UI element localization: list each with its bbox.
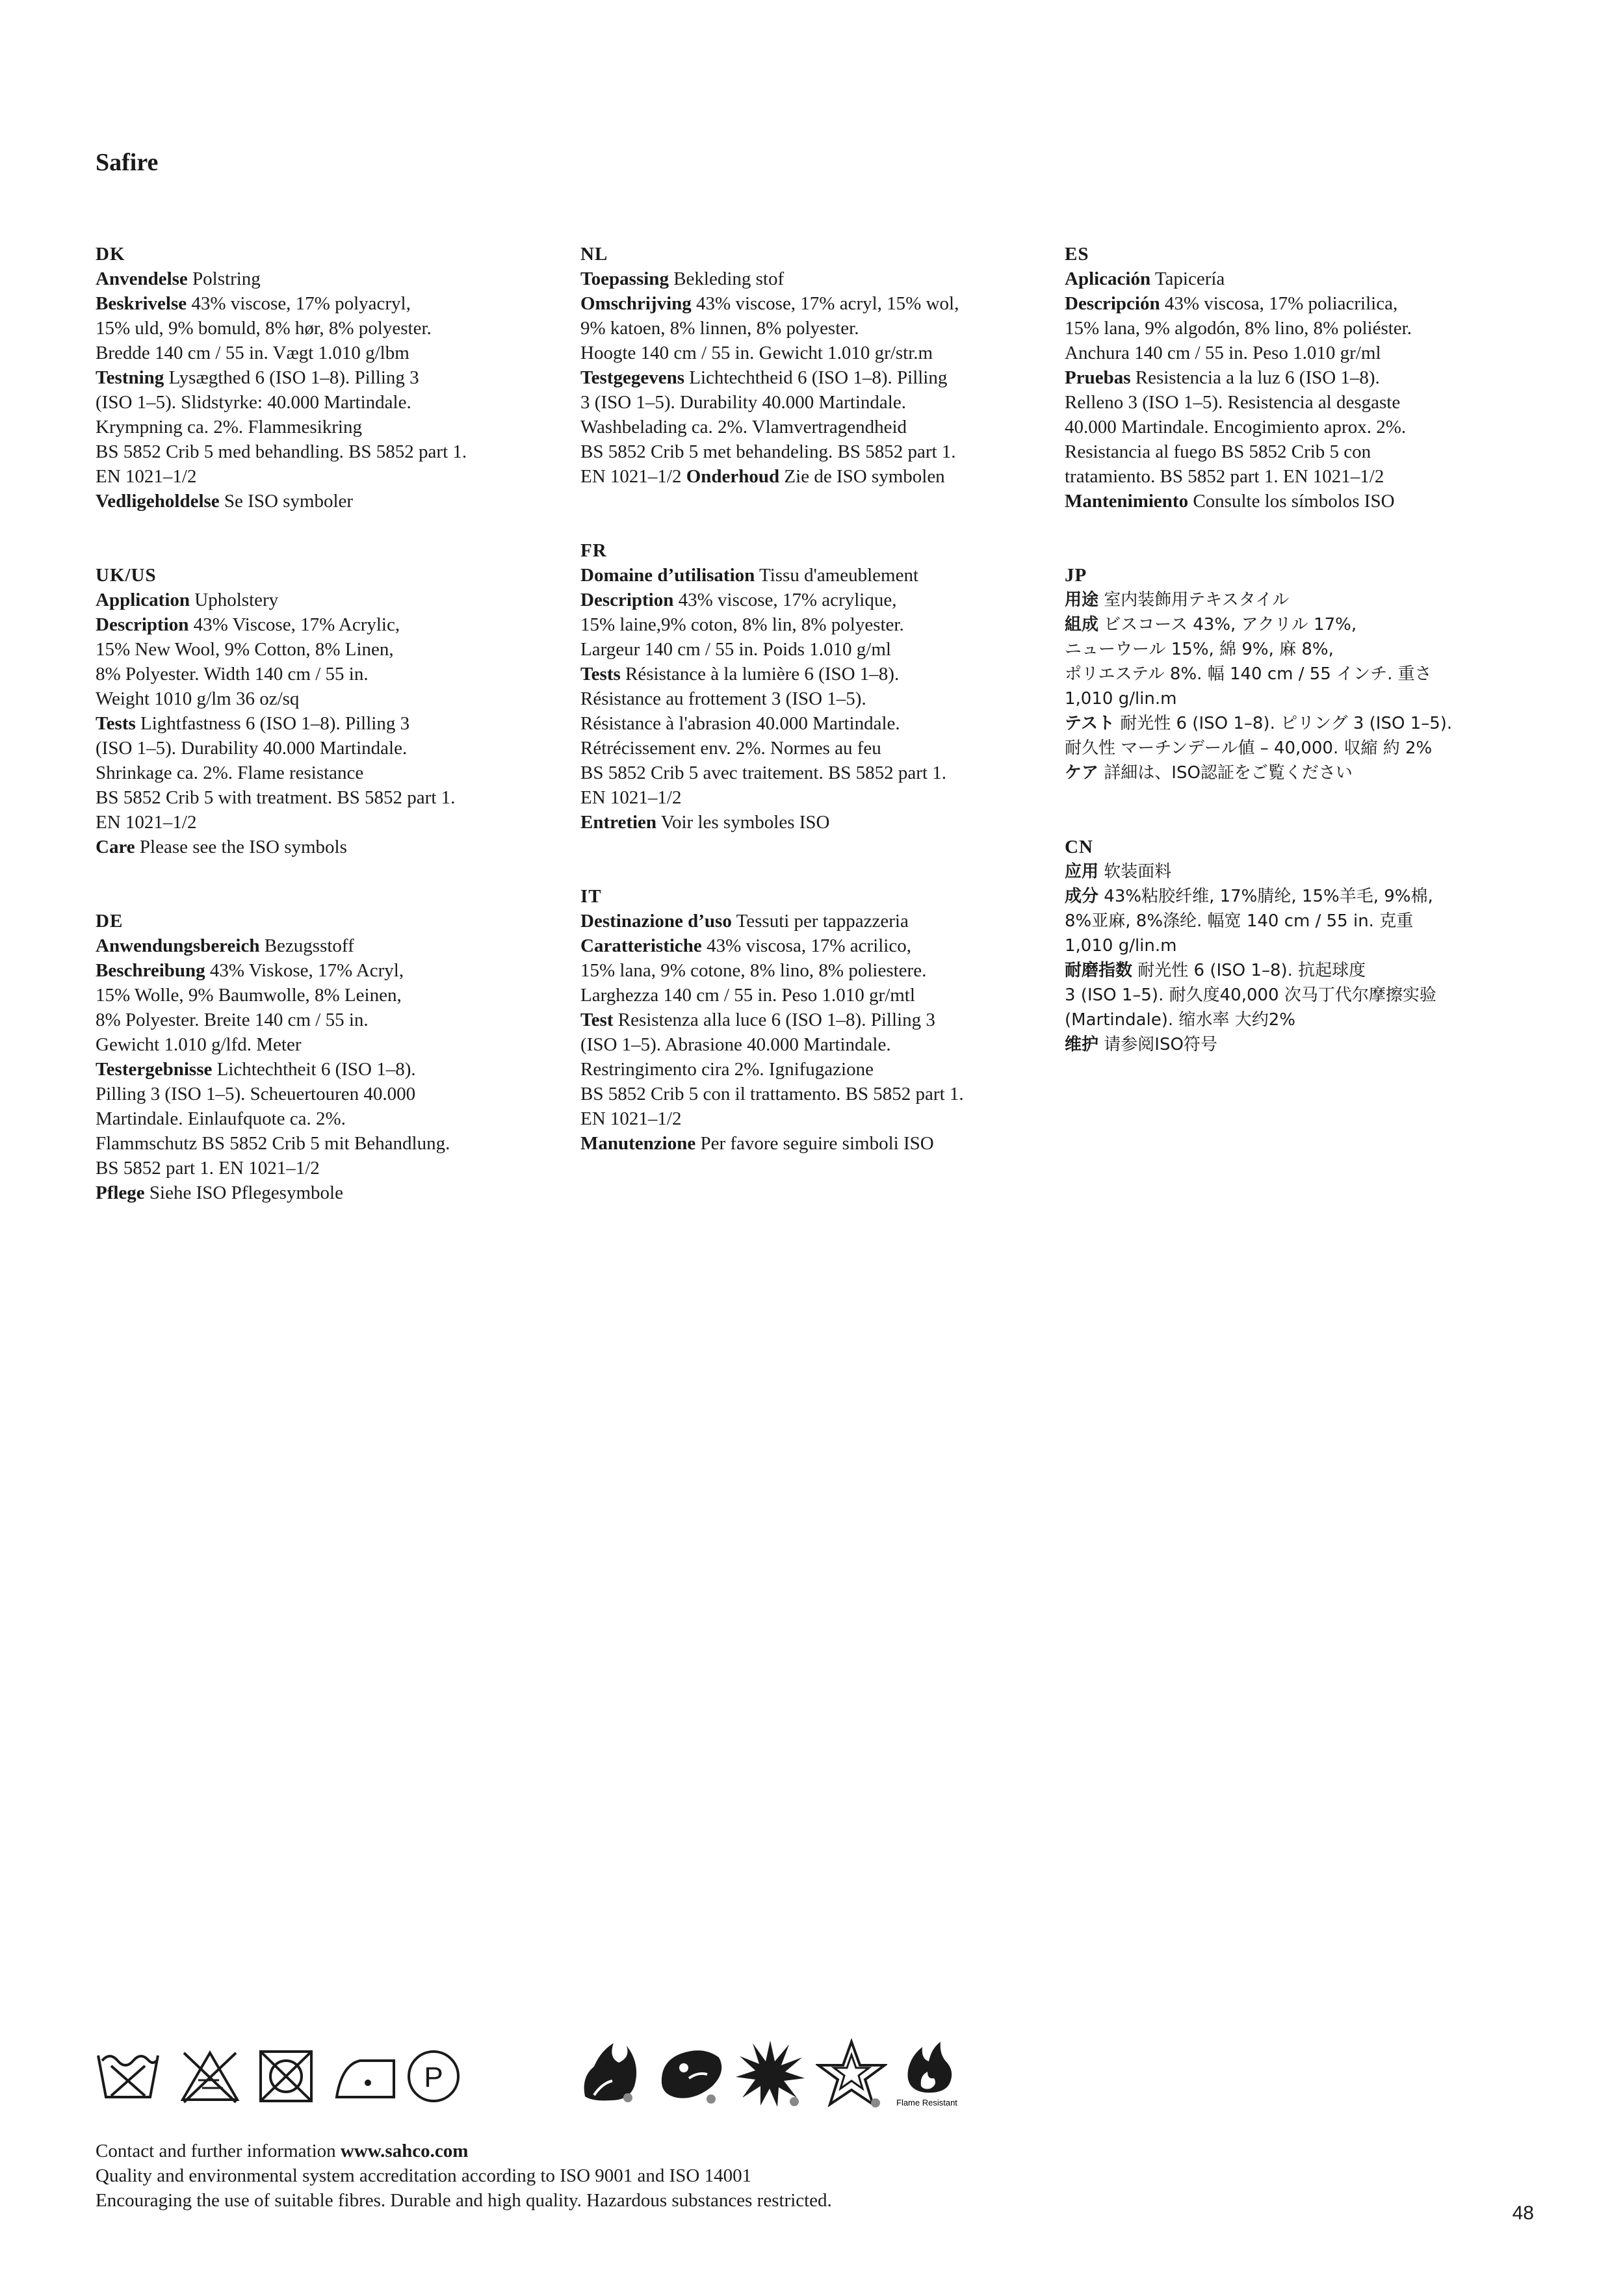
care-label: 维护: [1065, 1035, 1099, 1054]
tests-line: 3 (ISO 1–5). 耐久度40,000 次马丁代尔摩擦实验: [1065, 985, 1436, 1005]
no-bleach-icon: [179, 2046, 241, 2105]
tests-label: Testning: [96, 367, 164, 388]
tests-line: 3 (ISO 1–5). Durability 40.000 Martindale.: [580, 392, 906, 413]
tests-line: Flammschutz BS 5852 Crib 5 mit Behandlung.: [96, 1133, 450, 1154]
description-line: 15% lana, 9% algodón, 8% lino, 8% poliéster.: [1065, 318, 1412, 339]
tests-line: 耐光性 6 (ISO 1–8). 抗起球度: [1137, 961, 1366, 980]
description-line: 15% uld, 9% bomuld, 8% hør, 8% polyester.: [96, 318, 432, 339]
tests-line: Lichtechtheid 6 (ISO 1–8). Pilling: [689, 367, 948, 388]
description-label: Beskrivelse: [96, 293, 187, 314]
tests-line: BS 5852 Crib 5 met behandeling. BS 5852 part 1.: [580, 441, 956, 462]
application-value: Bekleding stof: [673, 268, 785, 289]
tests-line: Pilling 3 (ISO 1–5). Scheuertouren 40.000: [96, 1084, 416, 1104]
description-line: 9% katoen, 8% linnen, 8% polyester.: [580, 318, 859, 339]
iron-icon: [333, 2046, 398, 2105]
column-2: [580, 242, 1035, 1205]
application-value: Tissu d'ameublement: [759, 565, 919, 586]
tests-line: Rétrécissement env. 2%. Normes au feu: [580, 738, 881, 759]
care-value: Voir les symboles ISO: [660, 812, 830, 833]
description-line: 1,010 g/lin.m: [1065, 689, 1177, 709]
section-jp: [1065, 563, 1520, 785]
tests-line: Lysægthed 6 (ISO 1–8). Pilling 3: [168, 367, 419, 388]
application-label: Anwendungsbereich: [96, 935, 260, 956]
description-line: ビスコース 43%, アクリル 17%,: [1104, 615, 1357, 634]
accreditation-text: Quality and environmental system accreditation according to ISO 9001 and ISO 14001: [96, 2165, 752, 2186]
tests-label: Test: [580, 1010, 614, 1030]
care-label: Manutenzione: [580, 1133, 696, 1154]
section-code: IT: [580, 886, 602, 907]
star-flame-icon: [816, 2038, 887, 2109]
application-label: 应用: [1065, 862, 1099, 881]
dry-clean-p-icon: [404, 2046, 463, 2105]
tests-label: テスト: [1065, 714, 1115, 733]
tests-line: Résistance à l'abrasion 40.000 Martindale.: [580, 713, 900, 734]
care-label: Mantenimiento: [1065, 491, 1189, 512]
description-line: 15% lana, 9% cotone, 8% lino, 8% poliestere.: [580, 960, 927, 981]
section-code: UK/US: [96, 565, 157, 586]
column-1: [96, 242, 551, 1255]
description-line: 43% viscose, 17% acrylique,: [678, 590, 897, 610]
tests-line: Krympning ca. 2%. Flammesikring: [96, 417, 362, 437]
page-title: Safire: [96, 149, 159, 176]
application-label: Destinazione d’uso: [580, 911, 732, 932]
tests-label: Tests: [96, 713, 136, 734]
section-de: [96, 909, 551, 1205]
application-value: Tessuti per tappazzeria: [736, 911, 909, 932]
section-es: [1065, 242, 1520, 514]
section-code: DK: [96, 244, 125, 265]
match-flame-icon: [655, 2038, 727, 2109]
page-number: 48: [1512, 2202, 1534, 2224]
flame-resistant-label: Flame Resistant: [896, 2098, 957, 2107]
tests-line: (ISO 1–5). Abrasione 40.000 Martindale.: [580, 1034, 891, 1055]
care-label: Onderhoud: [686, 466, 780, 487]
section-code: ES: [1065, 244, 1089, 265]
description-label: Caratteristiche: [580, 935, 702, 956]
footer: [96, 2139, 832, 2213]
description-label: Omschrijving: [580, 293, 692, 314]
tests-line: Resistenza alla luce 6 (ISO 1–8). Pilling 3: [617, 1010, 935, 1030]
contact-link[interactable]: www.sahco.com: [340, 2141, 469, 2161]
description-line: Anchura 140 cm / 55 in. Peso 1.010 gr/ml: [1065, 343, 1381, 363]
section-nl: [580, 242, 1035, 489]
burst-flame-icon: [734, 2038, 806, 2109]
tests-line: 耐久性 マーチンデール値 – 40,000. 収縮 約 2%: [1065, 738, 1433, 758]
care-value: Zie de ISO symbolen: [784, 466, 945, 487]
care-value: 詳細は、ISO認証をご覧ください: [1104, 763, 1353, 783]
section-fr: [580, 538, 1035, 835]
application-value: 室内装飾用テキスタイル: [1104, 590, 1290, 610]
application-value: Bezugsstoff: [264, 935, 354, 956]
care-value: Please see the ISO symbols: [139, 837, 347, 857]
care-value: Siehe ISO Pflegesymbole: [149, 1182, 343, 1203]
description-line: 15% laine,9% coton, 8% lin, 8% polyester.: [580, 614, 904, 635]
care-value: Per favore seguire simboli ISO: [700, 1133, 934, 1154]
section-it: [580, 884, 1035, 1156]
description-label: 成分: [1065, 887, 1099, 906]
tests-line: EN 1021–1/2: [580, 466, 682, 487]
description-line: 15% Wolle, 9% Baumwolle, 8% Leinen,: [96, 985, 402, 1006]
care-label: Entretien: [580, 812, 657, 833]
fibres-text: Encouraging the use of suitable fibres. Durable and high quality. Hazardous substances restricted.: [96, 2190, 832, 2211]
tests-line: BS 5852 part 1. EN 1021–1/2: [96, 1158, 320, 1179]
care-label: Care: [96, 837, 135, 857]
tests-line: Lightfastness 6 (ISO 1–8). Pilling 3: [140, 713, 410, 734]
tests-line: BS 5852 Crib 5 with treatment. BS 5852 part 1.: [96, 787, 456, 808]
cigarette-flame-icon: [578, 2038, 643, 2109]
tests-label: Testergebnisse: [96, 1059, 213, 1080]
description-line: 8% Polyester. Width 140 cm / 55 in.: [96, 664, 369, 685]
application-label: Toepassing: [580, 268, 669, 289]
description-label: Descripción: [1065, 293, 1160, 314]
care-value: Consulte los símbolos ISO: [1193, 491, 1395, 512]
description-label: Description: [580, 590, 674, 610]
tests-line: EN 1021–1/2: [96, 466, 197, 487]
description-line: 8%亚麻, 8%涤纶. 幅宽 140 cm / 55 in. 克重: [1065, 911, 1414, 931]
tests-line: Resistancia al fuego BS 5852 Crib 5 con: [1065, 441, 1371, 462]
care-value: 请参阅ISO符号: [1104, 1035, 1217, 1054]
tests-line: tratamiento. BS 5852 part 1. EN 1021–1/2: [1065, 466, 1384, 487]
description-line: 15% New Wool, 9% Cotton, 8% Linen,: [96, 639, 394, 660]
description-label: 組成: [1065, 615, 1099, 634]
description-line: Weight 1010 g/lm 36 oz/sq: [96, 688, 300, 709]
description-line: Bredde 140 cm / 55 in. Vægt 1.010 g/lbm: [96, 343, 409, 363]
care-label: Pflege: [96, 1182, 145, 1203]
care-value: Se ISO symboler: [224, 491, 354, 512]
tests-line: Martindale. Einlaufquote ca. 2%.: [96, 1108, 346, 1129]
tests-line: 40.000 Martindale. Encogimiento aprox. 2%.: [1065, 417, 1407, 437]
description-line: 43% viscose, 17% polyacryl,: [191, 293, 411, 314]
tests-label: 耐磨指数: [1065, 961, 1133, 980]
tests-line: Résistance à la lumière 6 (ISO 1–8).: [625, 664, 900, 685]
wash-icon: [96, 2046, 161, 2105]
description-line: Larghezza 140 cm / 55 in. Peso 1.010 gr/mtl: [580, 985, 915, 1006]
section-code: FR: [580, 540, 607, 561]
description-line: Largeur 140 cm / 55 in. Poids 1.010 g/ml: [580, 639, 891, 660]
application-label: 用途: [1065, 590, 1099, 610]
description-line: 1,010 g/lin.m: [1065, 936, 1177, 956]
tests-line: (ISO 1–5). Durability 40.000 Martindale.: [96, 738, 408, 759]
care-label: Vedligeholdelse: [96, 491, 220, 512]
description-line: Hoogte 140 cm / 55 in. Gewicht 1.010 gr/str.m: [580, 343, 933, 363]
no-tumble-dry-icon: [257, 2046, 315, 2105]
description-line: 8% Polyester. Breite 140 cm / 55 in.: [96, 1010, 369, 1030]
application-value: Polstring: [192, 268, 261, 289]
application-value: Upholstery: [194, 590, 279, 610]
application-value: Tapicería: [1154, 268, 1225, 289]
tests-line: 耐光性 6 (ISO 1–8). ピリング 3 (ISO 1–5).: [1120, 714, 1453, 733]
section-code: JP: [1065, 565, 1087, 586]
section-code: NL: [580, 244, 608, 265]
application-label: Domaine d’utilisation: [580, 565, 755, 586]
care-label: ケア: [1065, 763, 1099, 783]
section-code: DE: [96, 911, 123, 932]
application-label: Application: [96, 590, 190, 610]
section-code: CN: [1065, 837, 1093, 857]
description-line: ニューウール 15%, 綿 9%, 麻 8%,: [1065, 640, 1334, 659]
tests-line: BS 5852 Crib 5 avec traitement. BS 5852 part 1.: [580, 763, 947, 783]
tests-line: EN 1021–1/2: [580, 1108, 682, 1129]
description-line: Gewicht 1.010 g/lfd. Meter: [96, 1034, 302, 1055]
description-label: Beschreibung: [96, 960, 205, 981]
description-line: 43% viscosa, 17% acrilico,: [707, 935, 911, 956]
tests-line: Washbelading ca. 2%. Vlamvertragendheid: [580, 417, 907, 437]
description-label: Description: [96, 614, 189, 635]
tests-line: EN 1021–1/2: [96, 812, 197, 833]
tests-label: Pruebas: [1065, 367, 1131, 388]
tests-line: BS 5852 Crib 5 med behandling. BS 5852 part 1.: [96, 441, 467, 462]
description-line: 43% Viscose, 17% Acrylic,: [193, 614, 400, 635]
description-line: 43% Viskose, 17% Acryl,: [209, 960, 404, 981]
flame-resistant-icon: [894, 2038, 985, 2109]
tests-line: Relleno 3 (ISO 1–5). Resistencia al desgaste: [1065, 392, 1401, 413]
contact-text: Contact and further information: [96, 2141, 336, 2161]
tests-line: (Martindale). 缩水率 大约2%: [1065, 1010, 1295, 1030]
tests-line: EN 1021–1/2: [580, 787, 682, 808]
section-cn: [1065, 835, 1520, 1057]
section-dk: [96, 242, 551, 514]
tests-label: Testgegevens: [580, 367, 685, 388]
description-line: 43% viscose, 17% acryl, 15% wol,: [696, 293, 959, 314]
application-label: Anvendelse: [96, 268, 188, 289]
tests-line: Shrinkage ca. 2%. Flame resistance: [96, 763, 364, 783]
tests-line: (ISO 1–5). Slidstyrke: 40.000 Martindale.: [96, 392, 411, 413]
svg-text:P: P: [424, 2061, 443, 2093]
application-value: 软装面料: [1104, 862, 1172, 881]
tests-line: Résistance au frottement 3 (ISO 1–5).: [580, 688, 866, 709]
tests-line: Resistencia a la luz 6 (ISO 1–8).: [1135, 367, 1380, 388]
tests-line: BS 5852 Crib 5 con il trattamento. BS 5852 part 1.: [580, 1084, 964, 1104]
description-line: 43%粘胶纤维, 17%腈纶, 15%羊毛, 9%棉,: [1104, 887, 1433, 906]
tests-line: Restringimento cira 2%. Ignifugazione: [580, 1059, 874, 1080]
section-ukus: [96, 563, 551, 859]
description-line: ポリエステル 8%. 幅 140 cm / 55 インチ. 重さ: [1065, 664, 1432, 684]
column-3: [1065, 242, 1520, 1106]
description-line: 43% viscosa, 17% poliacrilica,: [1164, 293, 1398, 314]
application-label: Aplicación: [1065, 268, 1151, 289]
tests-label: Tests: [580, 664, 621, 685]
tests-line: Lichtechtheit 6 (ISO 1–8).: [216, 1059, 416, 1080]
